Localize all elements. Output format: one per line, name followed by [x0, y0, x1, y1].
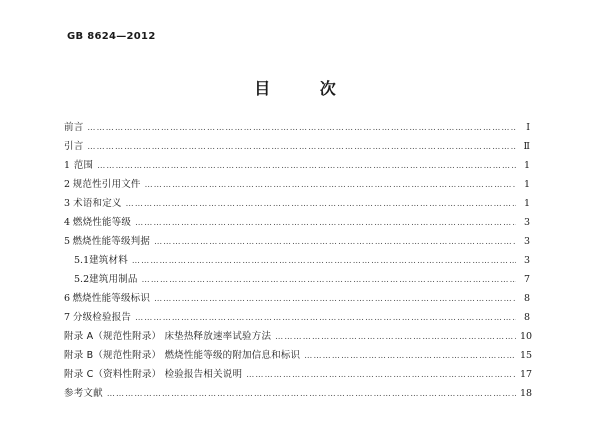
dot-leader [135, 310, 516, 326]
page-title: 目 次 [254, 79, 358, 98]
toc-entry-foreword[interactable] [64, 120, 530, 136]
dot-leader [142, 272, 516, 288]
toc-entry-page: 3 [523, 217, 530, 228]
toc-entry-label: 燃烧性能等级标识 [72, 293, 151, 304]
toc-entry-annex-a[interactable] [64, 329, 533, 345]
toc-entry-number: 3 [64, 198, 71, 209]
toc-entry-page: 17 [520, 369, 533, 380]
toc-entry-label: 附录 A（规范性附录） 床垫热释放速率试验方法 [64, 331, 272, 342]
toc-entry-normative-references[interactable] [64, 177, 530, 193]
toc-entry-number: 7 [64, 312, 71, 323]
toc-entry-criteria[interactable] [64, 234, 530, 250]
toc-entry-annex-b[interactable] [64, 348, 533, 364]
toc-entry-number: 2 [64, 179, 71, 190]
dot-leader [87, 120, 516, 136]
toc-entry-label: 燃烧性能等级判据 [72, 236, 151, 247]
toc-entry-page: 3 [523, 236, 530, 247]
toc-entry-label: 建筑用制品 [89, 274, 138, 285]
toc-entry-label: 范围 [73, 160, 94, 171]
toc-entry-scope[interactable] [64, 158, 530, 174]
toc-entry-page: 15 [520, 350, 533, 361]
toc-entry-page: 1 [523, 179, 530, 190]
dot-leader [154, 291, 516, 307]
toc-entry-building-materials[interactable] [64, 253, 530, 269]
toc-entry-page: 8 [523, 312, 530, 323]
toc-entry-number: 5.2 [74, 274, 90, 285]
toc-entry-page: 10 [520, 331, 533, 342]
toc-entry-label: 燃烧性能等级 [72, 217, 132, 228]
dot-leader [275, 329, 516, 345]
dot-leader [132, 253, 516, 269]
toc-entry-bibliography[interactable] [64, 386, 533, 402]
dot-leader [135, 215, 516, 231]
toc-entry-number: 1 [64, 160, 71, 171]
toc-entry-annex-c[interactable] [64, 367, 533, 383]
toc-entry-test-report[interactable] [64, 310, 530, 326]
toc-entry-number: 5.1 [74, 255, 90, 266]
dot-leader [246, 367, 516, 383]
toc-entry-label: 引言 [64, 141, 84, 152]
standard-number: GB 8624—2012 [67, 31, 156, 42]
dot-leader [87, 139, 516, 155]
toc-entry-label: 附录 C（资料性附录） 检验报告相关说明 [64, 369, 243, 380]
dot-leader [154, 234, 516, 250]
toc-entry-page: 3 [523, 255, 530, 266]
toc-entry-label: 附录 B（规范性附录） 燃烧性能等级的附加信息和标识 [64, 350, 301, 361]
toc-entry-number: 4 [64, 217, 71, 228]
toc-entry-label: 分级检验报告 [72, 312, 132, 323]
toc-entry-page: Ⅰ [526, 122, 530, 133]
dot-leader [97, 158, 516, 174]
toc-entry-page: 18 [520, 388, 533, 399]
toc-entry-page: 1 [523, 198, 530, 209]
toc-entry-page: 1 [523, 160, 530, 171]
toc-entry-label: 规范性引用文件 [72, 179, 141, 190]
dot-leader [107, 386, 516, 402]
toc-entry-label: 前言 [64, 122, 84, 133]
toc-entry-page: Ⅱ [523, 141, 530, 152]
toc-entry-label: 术语和定义 [73, 198, 122, 209]
toc-entry-building-products[interactable] [64, 272, 530, 288]
toc-entry-class-marking[interactable] [64, 291, 530, 307]
toc-entry-page: 8 [523, 293, 530, 304]
toc-entry-label: 建筑材料 [89, 255, 128, 266]
dot-leader [304, 348, 516, 364]
toc-entry-number: 6 [64, 293, 71, 304]
toc-entry-classes[interactable] [64, 215, 530, 231]
toc-entry-number: 5 [64, 236, 71, 247]
dot-leader [126, 196, 516, 212]
toc-entry-terms-and-definitions[interactable] [64, 196, 530, 212]
toc-entry-page: 7 [523, 274, 530, 285]
toc-entry-label: 参考文献 [64, 388, 103, 399]
toc-entry-introduction[interactable] [64, 139, 530, 155]
dot-leader [145, 177, 516, 193]
